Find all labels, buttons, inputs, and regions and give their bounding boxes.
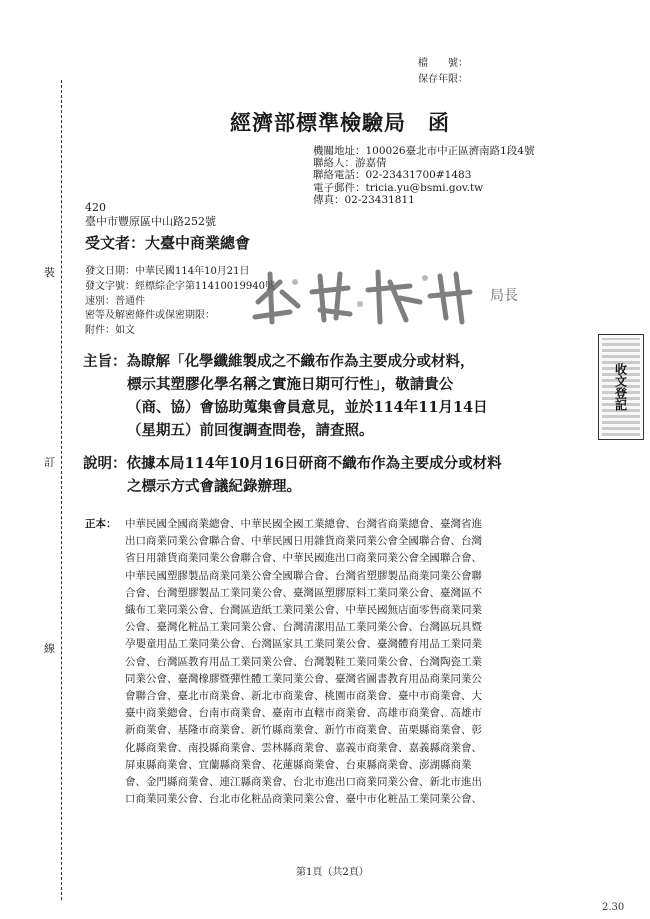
document-title — [230, 107, 450, 137]
cc-line: 中華民國全國商業總會、中華民國全國工業總會、台灣省商業總會、臺灣省進 — [125, 518, 482, 530]
contact-email: 電子郵件：tricia.yu@bsmi.gov.tw — [313, 181, 484, 194]
meta-block — [85, 265, 275, 339]
cc-line: 臺中商業總會、台南市商業會、臺南市直轄市商業會、高雄市商業會、高雄市 — [125, 707, 482, 720]
archive-label: 檔 號： — [418, 58, 468, 69]
subject-line: （星期五）前回復調查問卷，請查照。 — [127, 422, 374, 439]
handwritten-page-number: 2.30 — [602, 902, 625, 913]
recipient-zip: 420 — [85, 201, 106, 214]
retention-label: 保存年限： — [418, 74, 468, 85]
subject-line: （商、協）會協助蒐集會員意見，並於114年11月14日 — [127, 399, 488, 416]
cc-line: 出口商業同業公會聯合會、中華民國日用雜貨商業同業公會全國聯合會、台灣 — [125, 535, 482, 548]
cc-line: 公會、台灣區教育用品工業同業公會、台灣製鞋工業同業公會、台灣陶瓷工業 — [125, 655, 482, 668]
agency-address: 機關地址：100026臺北市中正區濟南路1段4號 — [313, 145, 535, 157]
binding-line — [61, 80, 62, 900]
explanation-section — [83, 452, 502, 498]
director-seal-stamp — [250, 262, 550, 328]
cc-line: 公會、臺灣化粧品工業同業公會、台灣清潔用品工業同業公會、台灣區玩具暨 — [125, 621, 482, 634]
attachment: 附件：如文 — [85, 325, 135, 337]
explanation-line: 說明：依據本局114年10月16日研商不織布作為主要成分或材料 — [83, 455, 502, 472]
contact-phone: 聯絡電話：02-23431700#1483 — [313, 169, 472, 182]
subject-line: 主旨：為瞭解「化學纖維製成之不織布作為主要成分或材料， — [83, 353, 475, 370]
binding-mark: 裝 — [44, 262, 55, 282]
agency-name: 經濟部標準檢驗局 — [230, 110, 406, 135]
cc-line: 孕嬰童用品工業同業公會、台灣區家具工業同業公會、臺灣體育用品工業同業 — [125, 638, 482, 651]
subject-section — [83, 350, 488, 442]
receiver: 受文者：大臺中商業總會 — [85, 234, 251, 252]
cc-line: 新商業會、基隆市商業會、新竹縣商業會、新竹市商業會、苗栗縣商業會、彰 — [125, 724, 482, 737]
page-indicator: 第1頁（共2頁） — [296, 867, 369, 878]
cc-line: 合會、台灣塑膠製品工業同業公會、臺灣區塑膠原料工業同業公會、臺灣區不 — [125, 586, 482, 599]
document-number: 發文字號：經標綜企字第11410019940號 — [85, 280, 275, 292]
explanation-line: 之標示方式會議紀錄辦理。 — [127, 478, 301, 495]
receipt-stamp-label: 收文登記 — [599, 335, 643, 439]
cc-line: 同業公會、臺灣橡膠暨彈性體工業同業公會、臺灣省圖書教育用品商業同業公 — [125, 672, 482, 685]
cc-line: 會聯合會、臺北市商業會、新北市商業會、桃園市商業會、臺中市商業會、大 — [125, 690, 482, 703]
cc-line: 會、金門縣商業會、連江縣商業會、台北市進出口商業同業公會、新北市進出 — [125, 776, 482, 789]
delivery-speed: 速別：普通件 — [85, 295, 145, 307]
secrecy-level: 密等及解密條件或保密期限： — [85, 310, 215, 322]
binding-mark: 線 — [44, 638, 55, 658]
contact-person: 聯絡人：游嘉倩 — [313, 157, 387, 170]
issue-date: 發文日期：中華民國114年10月21日 — [85, 266, 250, 277]
recipient-block — [85, 201, 216, 229]
cc-line: 省日用雜貨商業同業公會聯合會、中華民國進出口商業同業公會全國聯合會、 — [125, 552, 482, 565]
binding-mark: 訂 — [44, 452, 55, 472]
subject-line: 標示其塑膠化學名稱之實施日期可行性」，敬請貴公 — [127, 376, 454, 393]
contact-block — [313, 145, 534, 206]
document-type: 函 — [428, 110, 450, 135]
cc-label: 正本： — [85, 518, 117, 530]
receipt-stamp — [598, 334, 644, 440]
archive-info — [412, 56, 468, 88]
cc-line: 屏東縣商業會、宜蘭縣商業會、花蓮縣商業會、台東縣商業會、澎湖縣商業 — [125, 758, 472, 771]
cc-line: 口商業同業公會、台北市化粧品商業同業公會、臺中市化粧品工業同業公會、 — [125, 793, 482, 806]
cc-line: 化縣商業會、南投縣商業會、雲林縣商業會、嘉義市商業會、嘉義縣商業會、 — [125, 741, 482, 754]
cc-line: 中華民國塑膠製品商業同業公會全國聯合會、台灣省塑膠製品商業同業公會聯 — [125, 569, 482, 582]
contact-fax: 傳真：02-23431811 — [313, 193, 415, 206]
seal-label: 局長 — [490, 288, 518, 304]
recipient-address: 臺中市豐原區中山路252號 — [85, 215, 216, 228]
cc-line: 織布工業同業公會、台灣區造紙工業同業公會、中華民國無店面零售商業同業 — [125, 604, 482, 617]
cc-list — [125, 516, 560, 808]
